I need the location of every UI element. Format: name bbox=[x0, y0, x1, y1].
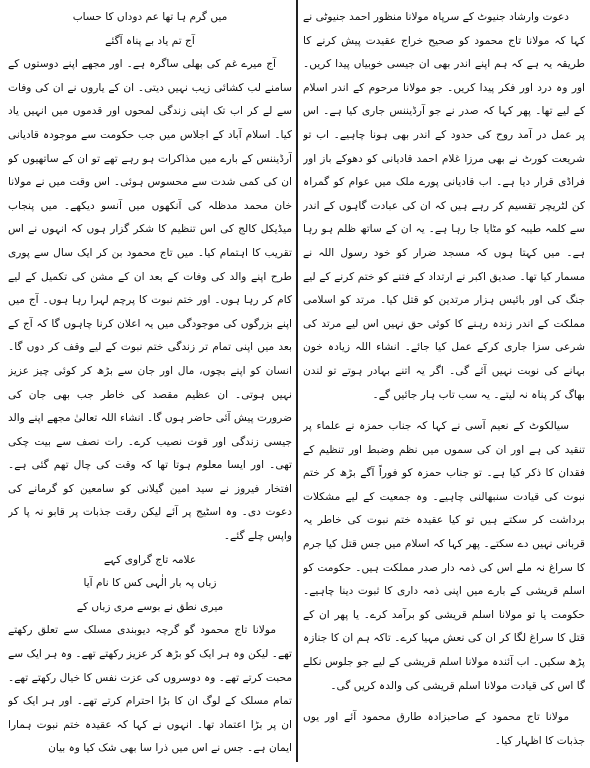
left-closing-paragraph: مولانا تاج محمود گو گرچہ دیوبندی مسلک سے تعلق رکھتے تھے۔ لیکن وہ ہر ایک کو بڑھ کر عزیز رکھتے تھے۔ وہ ہر ایک سے محبت کرتے تھے۔ وہ دوسروں کی عزت نفس کا خیال رکھتے تھے۔ تمام مسلک کے لوگ ان کا بڑا احترام کرتے تھے۔ اور ہر ایک کو ان پر بڑا اعتماد تھا۔ انہوں نے کہا کہ عقیدہ ختم نبوت ہمارا ایمان ہے۔ جس نے اس میں ذرا سا بھی شک کیا وہ بیان bbox=[8, 624, 292, 755]
right-paragraph-2: سیالکوٹ کے نعیم آسی نے کہا کہ جناب حمزہ نے علماء پر تنقید کی ہے اور ان کی سموں میں نظم وضبط اور تنظیم کے فقدان کا ذکر کیا ہے۔ تو جناب حمزہ کو فوراً آگے بڑھ کر ختم نبوت کی قیادت سنبھالنی چاہیے۔ وہ جمعیت کے لیے مشکلات برداشت کر سکتے ہیں تو کیا عقیدہ ختم نبوت کی خاطر یہ قربانی نہیں دے سکتے۔ پھر کہا کہ اسلام میں جس قتل کیا جرم کا سراغ نہ ملے اس کی ذمہ دار صدر مملکت ہیں۔ حکومت کو اسلم قریشی کے بارے میں اپنی ذمہ داری کا ثبوت دینا چاہیے۔ حکومت یا تو مولانا اسلم قریشی کو برآمد کرے۔ یا پھر ان کے قتل کا سراغ لگا کر ان کی نعش مہیا کرے۔ تاکہ ہم ان کا جنازہ پڑھ سکیں۔ اب آئندہ مولانا اسلم قریشی کے لیے جو جلوس نکلے گا اس کی قیادت مولانا اسلم قریشی کی والدہ کریں گی۔ bbox=[303, 420, 585, 692]
poem-line-1: زباں پہ بار الٰہی کس کا نام آیا bbox=[83, 577, 217, 590]
column-divider bbox=[296, 0, 298, 762]
paragraph-gap bbox=[303, 407, 585, 415]
left-column bbox=[8, 0, 292, 768]
opening-verse-line-2: آج تم یاد بے پناہ آگئے bbox=[105, 34, 195, 47]
poem-heading: علامہ تاج گراوی کہے bbox=[103, 553, 197, 566]
right-column bbox=[303, 0, 585, 768]
left-paragraph-1: آج میرے غم کی بھلی ساگرہ ہے۔ اور مجھے اپنے دوستوں کے سامنے لب کشائی زیب نہیں دیتی۔ ان کے یاروں نے ان کی وفات سے لے کر اب تک اپنی زندگی لمحوں اور قدموں میں انہیں یاد کیا۔ اسلام آباد کے اجلاس میں جب حکومت سے موجودہ قادیانی آرڈیننس کے بارے میں مذاکرات ہو رہے تھے تو ان کے ساتھیوں کو ان کی کمی شدت سے محسوس ہوئی۔ اس وقت میں نے مولانا خان محمد مدظلہ کی آنکھوں میں آنسو دیکھے۔ میں پنجاب میڈیکل کالج کی اس تنظیم کا شکر گزار ہوں کہ انہوں نے اس تقریب کا اہتمام کیا۔ میں تاج محمود بن کر ایک سال سے پوری طرح اپنے والد کی وفات کے بعد ان کے مشن کی تکمیل کے لیے کام کر رہا ہوں۔ اور ختم نبوت کا پرچم لہرا رہا ہوں۔ آج میں اپنے بزرگوں کی موجودگی میں یہ اعلان کرنا چاہوں گا کہ آج کے بعد میں اپنی تمام تر زندگی ختم نبوت کے لیے وقف کر دوں گا۔ انسان کو اپنے بچوں، مال اور جان سے بڑھ کر کوئی چیز عزیز نہیں ہوتی۔ ان عظیم مقصد کی خاطر جب بھی جان کی ضرورت پیش آئی حاضر ہوں گا۔ انشاء اللہ تعالیٰ مجھے اپنے والد جیسی زندگی اور قوت نصیب کرے۔ رات نصف سے بیت چکی تھی۔ اور ایسا معلوم ہوتا تھا کہ وقت کی چال تھم گئی ہے۔ افتخار فیروز نے سید امین گیلانی کو سامعین کو گرمانے کی دعوت دی۔ وہ اسٹیج پر آئے لیکن رقت جذبات پر قابو نہ پا کر واپس چلے گئے۔ bbox=[8, 58, 292, 543]
paragraph-gap bbox=[303, 698, 585, 706]
right-paragraph-1: دعوت وارشاد جنیوٹ کے سرپاہ مولانا منظور احمد جنیوٹی نے کہا کہ مولانا تاج محمود کو صحیح خراج عقیدت پیش کرنے کا طریقہ یہ ہے کہ ہم اپنے اندر بھی ان جیسی خوبیاں پیدا کریں۔ اور وہ درد اور فکر پیدا کریں۔ جو مولانا مرحوم کے اندر اسلام کے لیے تھا۔ پھر کہا کہ صدر نے جو آرڈیننس جاری کیا ہے۔ اس پر عمل در آمد روح کی حدود کے اندر بھی ہونا چاہیے۔ اب تو شریعت کورٹ نے بھی مرزا غلام احمد قادیانی کو دھوکے باز اور فراڈی قرار دیا ہے۔ اب قادیانی پورے ملک میں عوام کو گمراہ کن لٹریچر تقسیم کر رہے ہیں کہ ان کی عبادت گاہوں کے اندر سے کلمہ طیبہ کو مٹایا جا رہا ہے۔ یہ ان کے ساتھ ظلم ہو رہا ہے۔ میں کہتا ہوں کہ مسجد ضرار کو خود رسول اللہ نے مسمار کیا تھا۔ صدیق اکبر نے ارتداد کے فتنے کو ختم کرنے کے لیے جنگ کی اور بائیس ہزار مرتدین کو قتل کیا۔ مرتد کو اسلامی مملکت کے اندر زندہ رہنے کا کوئی حق نہیں اس لیے مرتد کی شرعی سزا جاری کرکے عمل کیا جائے۔ انشاء اللہ زیادہ خون بہانے کی نوبت نہیں آئے گی۔ اگر یہ اتنے بہادر ہوتے تو لندن بھاگ کر پناہ نہ لیتے۔ یہ سب تاب ہار جائیں گے۔ bbox=[303, 11, 585, 401]
poem-line-2: میری نطق نے بوسے مری زباں کے bbox=[76, 600, 224, 613]
opening-verse-line-1: میں گرم ہا تھا عم دوداں کا حساب bbox=[72, 11, 228, 23]
right-paragraph-3: مولانا تاج محمود کے صاحبزادہ طارق محمود آئے اور یوں جذبات کا اظہار کیا۔ bbox=[303, 711, 585, 747]
